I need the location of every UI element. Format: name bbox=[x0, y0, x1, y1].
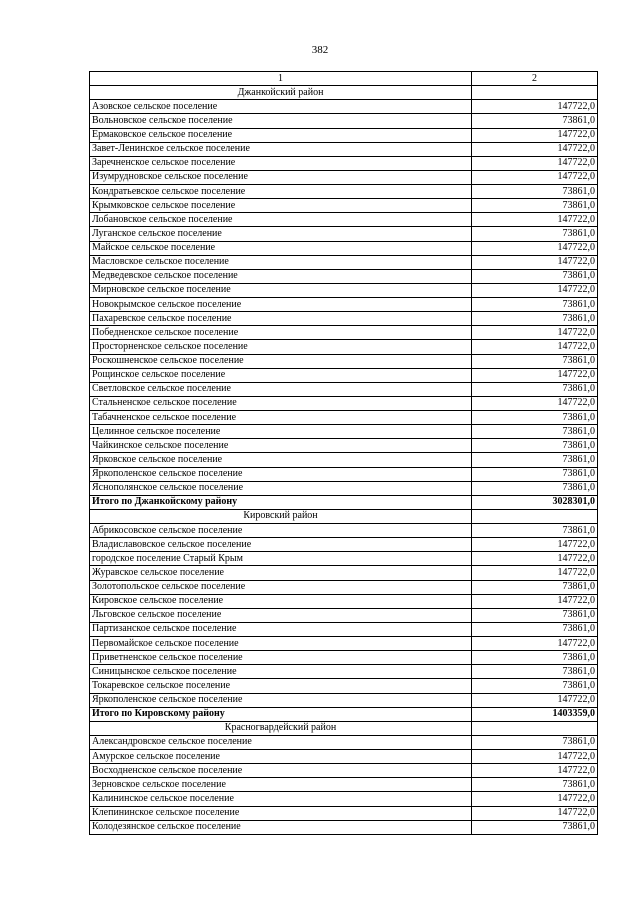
settlement-amount: 147722,0 bbox=[472, 368, 598, 382]
settlement-name: Просторненское сельское поселение bbox=[90, 340, 472, 354]
settlement-amount: 147722,0 bbox=[472, 552, 598, 566]
table-row bbox=[90, 792, 598, 806]
table-row bbox=[90, 326, 598, 340]
district-total-row bbox=[90, 495, 598, 509]
settlement-amount: 73861,0 bbox=[472, 820, 598, 834]
column-number-row bbox=[90, 72, 598, 86]
table-row bbox=[90, 354, 598, 368]
settlement-name: Луганское сельское поселение bbox=[90, 227, 472, 241]
settlement-amount: 73861,0 bbox=[472, 312, 598, 326]
settlement-amount: 147722,0 bbox=[472, 170, 598, 184]
settlement-name: Абрикосовское сельское поселение bbox=[90, 524, 472, 538]
settlement-name: Журавское сельское поселение bbox=[90, 566, 472, 580]
settlement-amount: 73861,0 bbox=[472, 439, 598, 453]
table-row bbox=[90, 453, 598, 467]
settlement-name: Колодезянское сельское поселение bbox=[90, 820, 472, 834]
settlement-name: городское поселение Старый Крым bbox=[90, 552, 472, 566]
settlement-amount: 147722,0 bbox=[472, 693, 598, 707]
table-row bbox=[90, 679, 598, 693]
table-row bbox=[90, 735, 598, 749]
settlement-name: Александровское сельское поселение bbox=[90, 735, 472, 749]
settlement-name: Целинное сельское поселение bbox=[90, 425, 472, 439]
settlement-amount: 73861,0 bbox=[472, 735, 598, 749]
settlement-name: Медведевское сельское поселение bbox=[90, 269, 472, 283]
settlement-amount: 73861,0 bbox=[472, 524, 598, 538]
settlement-name: Чайкинское сельское поселение bbox=[90, 439, 472, 453]
settlement-amount: 147722,0 bbox=[472, 283, 598, 297]
district-header-row bbox=[90, 86, 598, 100]
settlement-name: Лобановское сельское поселение bbox=[90, 213, 472, 227]
district-header-row bbox=[90, 721, 598, 735]
table-row bbox=[90, 156, 598, 170]
settlement-amount: 73861,0 bbox=[472, 185, 598, 199]
settlement-name: Победненское сельское поселение bbox=[90, 326, 472, 340]
settlement-amount: 147722,0 bbox=[472, 340, 598, 354]
settlement-amount: 73861,0 bbox=[472, 622, 598, 636]
table-row bbox=[90, 622, 598, 636]
settlement-name: Табачненское сельское поселение bbox=[90, 411, 472, 425]
table-row bbox=[90, 637, 598, 651]
table-row bbox=[90, 750, 598, 764]
settlement-amount: 73861,0 bbox=[472, 269, 598, 283]
district-total-value: 3028301,0 bbox=[472, 495, 598, 509]
table-row bbox=[90, 142, 598, 156]
table-row bbox=[90, 114, 598, 128]
table-row bbox=[90, 255, 598, 269]
district-total-label: Итого по Джанкойскому району bbox=[90, 495, 472, 509]
settlement-name: Завет-Ленинское сельское поселение bbox=[90, 142, 472, 156]
settlement-name: Зерновское сельское поселение bbox=[90, 778, 472, 792]
settlement-amount: 73861,0 bbox=[472, 227, 598, 241]
settlement-name: Кондратьевское сельское поселение bbox=[90, 185, 472, 199]
table-row bbox=[90, 411, 598, 425]
table-row bbox=[90, 665, 598, 679]
table-row bbox=[90, 778, 598, 792]
table-row bbox=[90, 298, 598, 312]
page-number: 382 bbox=[311, 44, 329, 56]
settlement-name: Яркополенское сельское поселение bbox=[90, 693, 472, 707]
district-name: Джанкойский район bbox=[90, 86, 472, 100]
district-name: Кировский район bbox=[90, 509, 472, 523]
table-row bbox=[90, 538, 598, 552]
table-body bbox=[90, 72, 598, 835]
settlement-amount: 73861,0 bbox=[472, 298, 598, 312]
settlement-name: Золотопольское сельское поселение bbox=[90, 580, 472, 594]
table-row bbox=[90, 693, 598, 707]
settlement-name: Кировское сельское поселение bbox=[90, 594, 472, 608]
settlement-name: Синицынское сельское поселение bbox=[90, 665, 472, 679]
settlement-amount: 147722,0 bbox=[472, 241, 598, 255]
settlement-name: Стальненское сельское поселение bbox=[90, 396, 472, 410]
table-row bbox=[90, 806, 598, 820]
settlement-name: Калининское сельское поселение bbox=[90, 792, 472, 806]
column-number-1: 1 bbox=[90, 72, 472, 86]
table-row bbox=[90, 566, 598, 580]
settlement-amount: 147722,0 bbox=[472, 100, 598, 114]
table-row bbox=[90, 820, 598, 834]
settlement-amount: 147722,0 bbox=[472, 566, 598, 580]
settlement-name: Приветненское сельское поселение bbox=[90, 651, 472, 665]
settlement-name: Владиславовское сельское поселение bbox=[90, 538, 472, 552]
settlement-name: Яснополянское сельское поселение bbox=[90, 481, 472, 495]
table-row bbox=[90, 340, 598, 354]
settlement-name: Восходненское сельское поселение bbox=[90, 764, 472, 778]
table-row bbox=[90, 241, 598, 255]
allocation-table bbox=[89, 71, 598, 835]
table-row bbox=[90, 312, 598, 326]
table-row bbox=[90, 100, 598, 114]
settlement-name: Льговское сельское поселение bbox=[90, 608, 472, 622]
district-header-row bbox=[90, 509, 598, 523]
settlement-amount: 147722,0 bbox=[472, 142, 598, 156]
district-name: Красногвардейский район bbox=[90, 721, 472, 735]
settlement-amount: 73861,0 bbox=[472, 199, 598, 213]
settlement-name: Пахаревское сельское поселение bbox=[90, 312, 472, 326]
settlement-name: Азовское сельское поселение bbox=[90, 100, 472, 114]
settlement-amount: 147722,0 bbox=[472, 213, 598, 227]
settlement-name: Амурское сельское поселение bbox=[90, 750, 472, 764]
table-row bbox=[90, 128, 598, 142]
table-row bbox=[90, 283, 598, 297]
table-row bbox=[90, 764, 598, 778]
table-row bbox=[90, 594, 598, 608]
district-total-label: Итого по Кировскому району bbox=[90, 707, 472, 721]
table-row bbox=[90, 269, 598, 283]
table-row bbox=[90, 227, 598, 241]
settlement-name: Токаревское сельское поселение bbox=[90, 679, 472, 693]
settlement-amount: 147722,0 bbox=[472, 255, 598, 269]
table-row bbox=[90, 552, 598, 566]
settlement-name: Ермаковское сельское поселение bbox=[90, 128, 472, 142]
column-number-2: 2 bbox=[472, 72, 598, 86]
table-row bbox=[90, 382, 598, 396]
settlement-name: Крымковское сельское поселение bbox=[90, 199, 472, 213]
settlement-amount: 73861,0 bbox=[472, 114, 598, 128]
settlement-amount: 147722,0 bbox=[472, 538, 598, 552]
settlement-name: Клепининское сельское поселение bbox=[90, 806, 472, 820]
table-row bbox=[90, 213, 598, 227]
settlement-amount: 73861,0 bbox=[472, 411, 598, 425]
settlement-amount: 73861,0 bbox=[472, 425, 598, 439]
settlement-amount: 73861,0 bbox=[472, 580, 598, 594]
table-row bbox=[90, 608, 598, 622]
settlement-name: Новокрымское сельское поселение bbox=[90, 298, 472, 312]
settlement-amount: 73861,0 bbox=[472, 481, 598, 495]
settlement-name: Заречненское сельское поселение bbox=[90, 156, 472, 170]
settlement-amount: 73861,0 bbox=[472, 608, 598, 622]
settlement-name: Яркополенское сельское поселение bbox=[90, 467, 472, 481]
settlement-amount: 147722,0 bbox=[472, 764, 598, 778]
settlement-amount: 147722,0 bbox=[472, 396, 598, 410]
district-header-empty-cell bbox=[472, 721, 598, 735]
settlement-amount: 147722,0 bbox=[472, 792, 598, 806]
table-row bbox=[90, 481, 598, 495]
settlement-amount: 73861,0 bbox=[472, 453, 598, 467]
settlement-name: Майское сельское поселение bbox=[90, 241, 472, 255]
settlement-amount: 147722,0 bbox=[472, 594, 598, 608]
settlement-name: Ярковское сельское поселение bbox=[90, 453, 472, 467]
table-row bbox=[90, 185, 598, 199]
settlement-name: Вольновское сельское поселение bbox=[90, 114, 472, 128]
settlement-name: Изумрудновское сельское поселение bbox=[90, 170, 472, 184]
district-total-value: 1403359,0 bbox=[472, 707, 598, 721]
settlement-name: Рощинское сельское поселение bbox=[90, 368, 472, 382]
settlement-name: Партизанское сельское поселение bbox=[90, 622, 472, 636]
settlement-name: Первомайское сельское поселение bbox=[90, 637, 472, 651]
settlement-amount: 73861,0 bbox=[472, 382, 598, 396]
table-row bbox=[90, 396, 598, 410]
settlement-name: Роскошненское сельское поселение bbox=[90, 354, 472, 368]
table-row bbox=[90, 199, 598, 213]
settlement-amount: 73861,0 bbox=[472, 665, 598, 679]
settlement-amount: 73861,0 bbox=[472, 467, 598, 481]
table-row bbox=[90, 368, 598, 382]
table-row bbox=[90, 467, 598, 481]
settlement-amount: 147722,0 bbox=[472, 326, 598, 340]
table-row bbox=[90, 170, 598, 184]
settlement-amount: 73861,0 bbox=[472, 354, 598, 368]
district-header-empty-cell bbox=[472, 86, 598, 100]
settlement-amount: 73861,0 bbox=[472, 679, 598, 693]
table-row bbox=[90, 651, 598, 665]
settlement-amount: 147722,0 bbox=[472, 156, 598, 170]
settlement-amount: 73861,0 bbox=[472, 651, 598, 665]
settlement-amount: 147722,0 bbox=[472, 637, 598, 651]
table-row bbox=[90, 580, 598, 594]
settlement-amount: 147722,0 bbox=[472, 806, 598, 820]
settlement-amount: 147722,0 bbox=[472, 128, 598, 142]
table-row bbox=[90, 425, 598, 439]
settlement-name: Масловское сельское поселение bbox=[90, 255, 472, 269]
district-header-empty-cell bbox=[472, 509, 598, 523]
settlement-amount: 147722,0 bbox=[472, 750, 598, 764]
table-row bbox=[90, 524, 598, 538]
settlement-name: Светловское сельское поселение bbox=[90, 382, 472, 396]
table-row bbox=[90, 439, 598, 453]
district-total-row bbox=[90, 707, 598, 721]
settlement-amount: 73861,0 bbox=[472, 778, 598, 792]
settlement-name: Мирновское сельское поселение bbox=[90, 283, 472, 297]
